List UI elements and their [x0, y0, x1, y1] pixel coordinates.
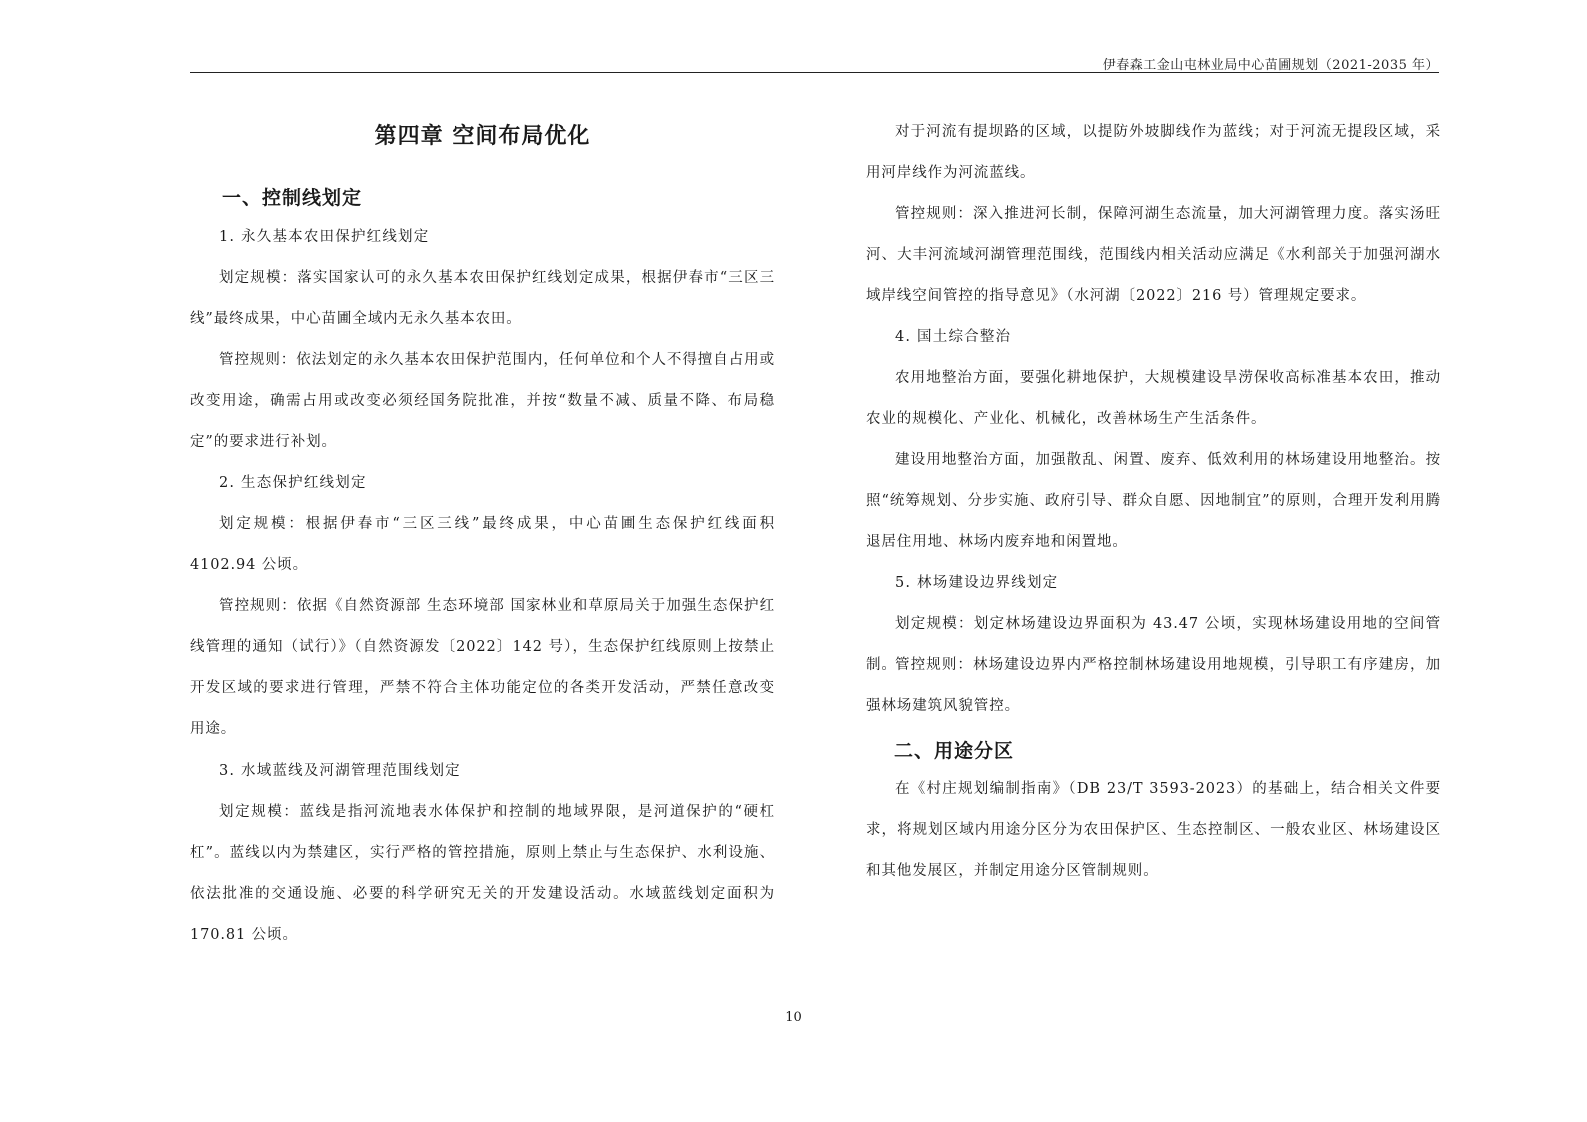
paragraph-farmland-scale: 划定规模：落实国家认可的永久基本农田保护红线划定成果，根据伊春市“三区三线”最终成果，中心苗圃全域内无永久基本农田。 — [190, 270, 775, 327]
page-number: 10 — [785, 1010, 802, 1025]
subsection-heading-ecology: 2. 生态保护红线划定 — [219, 475, 367, 491]
section-heading-control-lines: 一、控制线划定 — [222, 187, 363, 209]
header-rule — [190, 72, 1439, 73]
chapter-title: 第四章 空间布局优化 — [374, 124, 591, 149]
paragraph-land-use-zoning: 在《村庄规划编制指南》（DB 23/T 3593-2023）的基础上，结合相关文件要求，将规划区域内用途分区分为农田保护区、生态控制区、一般农业区、林场建设区和其他发展区，并制定用途分区管制规则。 — [866, 781, 1441, 879]
paragraph-farmland-rules: 管控规则：依法划定的永久基本农田保护范围内，任何单位和个人不得擅自占用或改变用途，确需占用或改变必须经国务院批准，并按“数量不减、质量不降、布局稳定”的要求进行补划。 — [190, 352, 775, 450]
page-header-title: 伊春森工金山屯林业局中心苗圃规划（2021-2035 年） — [1102, 58, 1439, 73]
section-heading-land-use-zoning: 二、用途分区 — [894, 740, 1015, 762]
paragraph-forest-farm-scale: 划定规模：划定林场建设边界面积为 43.47 公顷，实现林场建设用地的空间管制。 — [866, 616, 1441, 673]
subsection-heading-farmland: 1. 永久基本农田保护红线划定 — [219, 229, 430, 245]
paragraph-blue-line-rules: 管控规则：深入推进河长制，保障河湖生态流量，加大河湖管理力度。落实汤旺河、大丰河流域河湖管理范围线，范围线内相关活动应满足《水利部关于加强河湖水域岸线空间管控的指导意见》（水河湖〔2022〕216 号）管理规定要求。 — [866, 206, 1441, 304]
paragraph-ecology-scale: 划定规模：根据伊春市“三区三线”最终成果，中心苗圃生态保护红线面积4102.94 公顷。 — [190, 516, 775, 573]
subsection-heading-forest-farm-boundary: 5. 林场建设边界线划定 — [895, 575, 1059, 591]
paragraph-farmland-consolidation: 农用地整治方面，要强化耕地保护，大规模建设旱涝保收高标准基本农田，推动农业的规模化、产业化、机械化，改善林场生产生活条件。 — [866, 370, 1441, 427]
subsection-heading-blue-line: 3. 水域蓝线及河湖管理范围线划定 — [219, 763, 461, 779]
paragraph-construction-consolidation: 建设用地整治方面，加强散乱、闲置、废弃、低效利用的林场建设用地整治。按照“统筹规划、分步实施、政府引导、群众自愿、因地制宜”的原则，合理开发利用腾退居住用地、林场内废弃地和闲置地。 — [866, 452, 1441, 550]
paragraph-forest-farm-rules: 管控规则：林场建设边界内严格控制林场建设用地规模，引导职工有序建房，加强林场建筑风貌管控。 — [866, 657, 1441, 714]
paragraph-blue-line-scale: 划定规模：蓝线是指河流地表水体保护和控制的地域界限，是河道保护的“硬杠杠”。蓝线以内为禁建区，实行严格的管控措施，原则上禁止与生态保护、水利设施、依法批准的交通设施、必要的科学研究无关的开发建设活动。水域蓝线划定面积为170.81 公顷。 — [190, 804, 775, 943]
paragraph-ecology-rules: 管控规则：依据《自然资源部 生态环境部 国家林业和草原局关于加强生态保护红线管理的通知（试行）》（自然资源发〔2022〕142 号），生态保护红线原则上按禁止开发区域的要求进行管理，严禁不符合主体功能定位的各类开发活动，严禁任意改变用途。 — [190, 598, 775, 737]
paragraph-blue-line-levee: 对于河流有提坝路的区域，以提防外坡脚线作为蓝线；对于河流无提段区域，采用河岸线作为河流蓝线。 — [866, 124, 1441, 181]
subsection-heading-land-consolidation: 4. 国土综合整治 — [895, 329, 1012, 345]
